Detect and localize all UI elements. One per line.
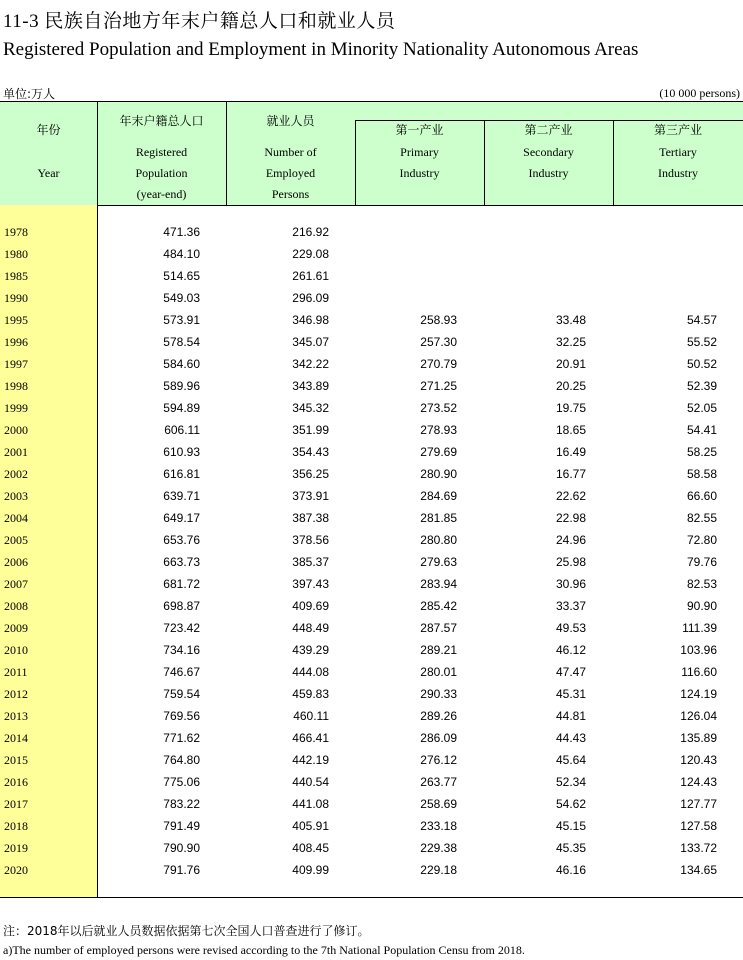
cell-ter: 52.05	[686, 401, 717, 415]
cell-emp: 373.91	[292, 489, 329, 503]
cell-pop: 790.90	[163, 841, 200, 855]
cell-ter: 82.53	[686, 577, 717, 591]
cell-ter: 124.19	[680, 687, 717, 701]
cell-pop: 610.93	[163, 445, 200, 459]
table-row	[0, 639, 743, 661]
cell-pop: 723.42	[163, 621, 200, 635]
cell-ter: 58.25	[686, 445, 717, 459]
cell-emp: 351.99	[292, 423, 329, 437]
cell-pri: 285.42	[420, 599, 457, 613]
cell-year: 2015	[4, 753, 28, 767]
cell-pri: 263.77	[420, 775, 457, 789]
cell-year: 1978	[4, 225, 28, 239]
cell-pop: 791.49	[163, 819, 200, 833]
cell-sec: 19.75	[555, 401, 586, 415]
cell-year: 1995	[4, 313, 28, 327]
cell-sec: 18.65	[555, 423, 586, 437]
cell-pri: 258.69	[420, 797, 457, 811]
cell-emp: 444.08	[292, 665, 329, 679]
cell-year: 1985	[4, 269, 28, 283]
cell-pop: 578.54	[163, 335, 200, 349]
cell-sec: 46.12	[555, 643, 586, 657]
cell-year: 1980	[4, 247, 28, 261]
cell-year: 2004	[4, 511, 28, 525]
cell-ter: 111.39	[682, 621, 717, 635]
header-emp-en2: Employed	[265, 166, 316, 180]
cell-sec: 33.37	[555, 599, 586, 613]
cell-ter: 50.52	[686, 357, 717, 371]
cell-pri: 278.93	[420, 423, 457, 437]
cell-sec: 16.49	[555, 445, 586, 459]
cell-sec: 16.77	[555, 467, 586, 481]
table-row	[0, 815, 743, 837]
cell-emp: 354.43	[292, 445, 329, 459]
cell-year: 2001	[4, 445, 28, 459]
cell-pri: 279.69	[420, 445, 457, 459]
cell-sec: 45.31	[555, 687, 586, 701]
table-row	[0, 661, 743, 683]
table-row	[0, 441, 743, 463]
header-tertiary-cn: 第三产业	[653, 123, 702, 137]
cell-sec: 46.16	[555, 863, 586, 877]
table-row	[0, 595, 743, 617]
cell-sec: 44.43	[555, 731, 586, 745]
header-pop-en3: (year-end)	[136, 187, 187, 201]
cell-year: 2009	[4, 621, 28, 635]
cell-pop: 791.76	[163, 863, 200, 877]
table-row	[0, 485, 743, 507]
cell-pop: 639.71	[163, 489, 200, 503]
cell-pop: 775.06	[163, 775, 200, 789]
header-primary-en1: Primary	[400, 145, 439, 159]
cell-sec: 20.91	[555, 357, 586, 371]
table-row	[0, 705, 743, 727]
cell-year: 2020	[4, 863, 28, 877]
header-emp-en3: Persons	[271, 187, 310, 201]
cell-emp: 409.99	[292, 863, 329, 877]
table-row	[0, 507, 743, 529]
table-row	[0, 243, 743, 265]
cell-emp: 345.32	[292, 401, 329, 415]
cell-pri: 289.26	[420, 709, 457, 723]
cell-year: 1990	[4, 291, 28, 305]
cell-ter: 127.58	[680, 819, 717, 833]
header-secondary-en2: Industry	[528, 166, 569, 180]
cell-pri: 233.18	[420, 819, 457, 833]
cell-year: 1998	[4, 379, 28, 393]
cell-pri: 270.79	[420, 357, 457, 371]
table-row	[0, 617, 743, 639]
header-year-cn: 年份	[36, 123, 61, 137]
cell-ter: 124.43	[680, 775, 717, 789]
cell-pri: 287.57	[420, 621, 457, 635]
cell-pop: 549.03	[163, 291, 200, 305]
table-row	[0, 221, 743, 243]
header-primary-cn: 第一产业	[395, 123, 444, 137]
cell-pri: 281.85	[420, 511, 457, 525]
header-year-en: Year	[37, 166, 60, 180]
unit-label-en: (10 000 persons)	[659, 86, 740, 100]
cell-year: 2013	[4, 709, 28, 723]
cell-pri: 258.93	[420, 313, 457, 327]
cell-ter: 52.39	[686, 379, 717, 393]
cell-pop: 783.22	[163, 797, 200, 811]
table-row	[0, 837, 743, 859]
footnote-cn: 注：2018年以后就业人员数据依据第七次全国人口普查进行了修订。	[3, 924, 370, 938]
table-row	[0, 573, 743, 595]
page-title-en: Registered Population and Employment in Minority Nationality Autonomous Areas	[3, 39, 639, 60]
table-row	[0, 859, 743, 881]
cell-emp: 442.19	[292, 753, 329, 767]
cell-pri: 229.38	[420, 841, 457, 855]
cell-pop: 606.11	[164, 423, 200, 437]
cell-emp: 216.92	[292, 225, 329, 239]
cell-ter: 120.43	[680, 753, 717, 767]
table-row	[0, 727, 743, 749]
table-header	[0, 101, 743, 206]
cell-year: 1996	[4, 335, 28, 349]
cell-sec: 25.98	[555, 555, 586, 569]
cell-pri: 286.09	[420, 731, 457, 745]
cell-ter: 133.72	[680, 841, 717, 855]
table-body	[0, 221, 743, 881]
header-pop-cn: 年末户籍总人口	[119, 114, 204, 128]
cell-year: 2005	[4, 533, 28, 547]
table-row	[0, 287, 743, 309]
cell-ter: 72.80	[686, 533, 717, 547]
cell-emp: 440.54	[292, 775, 329, 789]
cell-year: 2003	[4, 489, 28, 503]
cell-emp: 378.56	[292, 533, 329, 547]
cell-year: 2019	[4, 841, 28, 855]
cell-emp: 345.07	[292, 335, 329, 349]
cell-emp: 466.41	[292, 731, 329, 745]
cell-pop: 759.54	[163, 687, 200, 701]
cell-emp: 439.29	[292, 643, 329, 657]
cell-pri: 271.25	[420, 379, 457, 393]
cell-emp: 385.37	[292, 555, 329, 569]
cell-pop: 681.72	[163, 577, 200, 591]
cell-year: 1999	[4, 401, 28, 415]
header-secondary-en1: Secondary	[523, 145, 574, 159]
cell-year: 2016	[4, 775, 28, 789]
cell-ter: 79.76	[686, 555, 717, 569]
cell-pri: 280.01	[420, 665, 457, 679]
cell-pop: 769.56	[163, 709, 200, 723]
cell-pop: 698.87	[163, 599, 200, 613]
cell-sec: 52.34	[555, 775, 586, 789]
cell-sec: 22.62	[555, 489, 586, 503]
cell-sec: 54.62	[555, 797, 586, 811]
cell-ter: 135.89	[680, 731, 717, 745]
cell-emp: 441.08	[292, 797, 329, 811]
cell-ter: 55.52	[686, 335, 717, 349]
cell-ter: 90.90	[686, 599, 717, 613]
table-row	[0, 551, 743, 573]
table-row	[0, 353, 743, 375]
cell-year: 2000	[4, 423, 28, 437]
header-tertiary-en2: Industry	[658, 166, 698, 180]
table-row	[0, 419, 743, 441]
header-secondary-cn: 第二产业	[524, 123, 573, 137]
cell-emp: 408.45	[292, 841, 329, 855]
header-emp-cn: 就业人员	[266, 114, 315, 128]
cell-pri: 280.80	[420, 533, 457, 547]
header-pop-en1: Registered	[135, 145, 188, 159]
cell-pop: 471.36	[163, 225, 200, 239]
cell-sec: 44.81	[555, 709, 586, 723]
cell-ter: 54.41	[686, 423, 717, 437]
cell-pop: 484.10	[163, 247, 200, 261]
cell-emp: 229.08	[292, 247, 329, 261]
cell-pop: 663.73	[163, 555, 200, 569]
cell-pri: 290.33	[420, 687, 457, 701]
cell-year: 2017	[4, 797, 28, 811]
cell-sec: 45.15	[555, 819, 586, 833]
cell-pop: 594.89	[163, 401, 200, 415]
cell-sec: 32.25	[555, 335, 586, 349]
cell-pri: 289.21	[420, 643, 457, 657]
footnote-en: a)The number of employed persons were revised according to the 7th National Population Censu from 2018.	[3, 943, 525, 957]
cell-sec: 47.47	[555, 665, 586, 679]
cell-emp: 356.25	[292, 467, 329, 481]
cell-ter: 66.60	[686, 489, 717, 503]
cell-emp: 261.61	[292, 269, 329, 283]
table-row	[0, 463, 743, 485]
table-row	[0, 375, 743, 397]
table-row	[0, 397, 743, 419]
header-tertiary-en1: Tertiary	[659, 145, 697, 159]
cell-pop: 649.17	[163, 511, 200, 525]
cell-year: 2012	[4, 687, 28, 701]
cell-pop: 746.67	[163, 665, 200, 679]
cell-ter: 126.04	[680, 709, 717, 723]
cell-year: 2006	[4, 555, 28, 569]
cell-emp: 387.38	[292, 511, 329, 525]
header-pop-en2: Population	[135, 166, 188, 180]
cell-year: 2002	[4, 467, 28, 481]
cell-sec: 20.25	[555, 379, 586, 393]
cell-sec: 45.64	[555, 753, 586, 767]
cell-ter: 82.55	[686, 511, 717, 525]
cell-ter: 58.58	[686, 467, 717, 481]
cell-emp: 343.89	[292, 379, 329, 393]
header-emp-en1: Number of	[264, 145, 317, 159]
table-row	[0, 331, 743, 353]
cell-emp: 405.91	[292, 819, 329, 833]
cell-ter: 116.60	[681, 665, 717, 679]
cell-emp: 409.69	[292, 599, 329, 613]
table-row	[0, 793, 743, 815]
cell-sec: 24.96	[555, 533, 586, 547]
cell-year: 2010	[4, 643, 28, 657]
table-row	[0, 265, 743, 287]
cell-emp: 296.09	[292, 291, 329, 305]
cell-year: 2014	[4, 731, 28, 745]
cell-year: 2008	[4, 599, 28, 613]
cell-year: 2007	[4, 577, 28, 591]
cell-pop: 771.62	[163, 731, 200, 745]
cell-ter: 54.57	[686, 313, 717, 327]
cell-pri: 280.90	[420, 467, 457, 481]
cell-emp: 448.49	[292, 621, 329, 635]
cell-pop: 589.96	[163, 379, 200, 393]
cell-pri: 279.63	[420, 555, 457, 569]
cell-emp: 346.98	[292, 313, 329, 327]
cell-sec: 45.35	[555, 841, 586, 855]
cell-emp: 342.22	[292, 357, 329, 371]
unit-label-cn: 单位:万人	[3, 87, 56, 101]
cell-sec: 30.96	[555, 577, 586, 591]
cell-pop: 734.16	[163, 643, 200, 657]
cell-emp: 459.83	[292, 687, 329, 701]
table-row	[0, 683, 743, 705]
table-row	[0, 771, 743, 793]
cell-pri: 273.52	[420, 401, 457, 415]
cell-pop: 573.91	[163, 313, 200, 327]
table-bottom-rule	[0, 897, 743, 898]
cell-sec: 33.48	[555, 313, 586, 327]
table-row	[0, 309, 743, 331]
cell-sec: 49.53	[555, 621, 586, 635]
header-primary-en2: Industry	[399, 166, 440, 180]
cell-emp: 460.11	[293, 709, 329, 723]
table-row	[0, 529, 743, 551]
cell-pri: 257.30	[420, 335, 457, 349]
cell-emp: 397.43	[292, 577, 329, 591]
cell-year: 1997	[4, 357, 28, 371]
table-row	[0, 749, 743, 771]
cell-pri: 283.94	[420, 577, 457, 591]
cell-pop: 514.65	[163, 269, 200, 283]
cell-pri: 229.18	[420, 863, 457, 877]
cell-pop: 653.76	[163, 533, 200, 547]
page-title-cn: 11-3 民族自治地方年末户籍总人口和就业人员	[3, 11, 396, 32]
cell-ter: 127.77	[680, 797, 717, 811]
cell-pop: 616.81	[163, 467, 200, 481]
cell-year: 2018	[4, 819, 28, 833]
cell-sec: 22.98	[555, 511, 586, 525]
cell-pri: 284.69	[420, 489, 457, 503]
cell-year: 2011	[4, 665, 28, 679]
cell-ter: 134.65	[680, 863, 717, 877]
cell-pop: 764.80	[163, 753, 200, 767]
cell-pop: 584.60	[163, 357, 200, 371]
cell-ter: 103.96	[680, 643, 717, 657]
cell-pri: 276.12	[420, 753, 457, 767]
